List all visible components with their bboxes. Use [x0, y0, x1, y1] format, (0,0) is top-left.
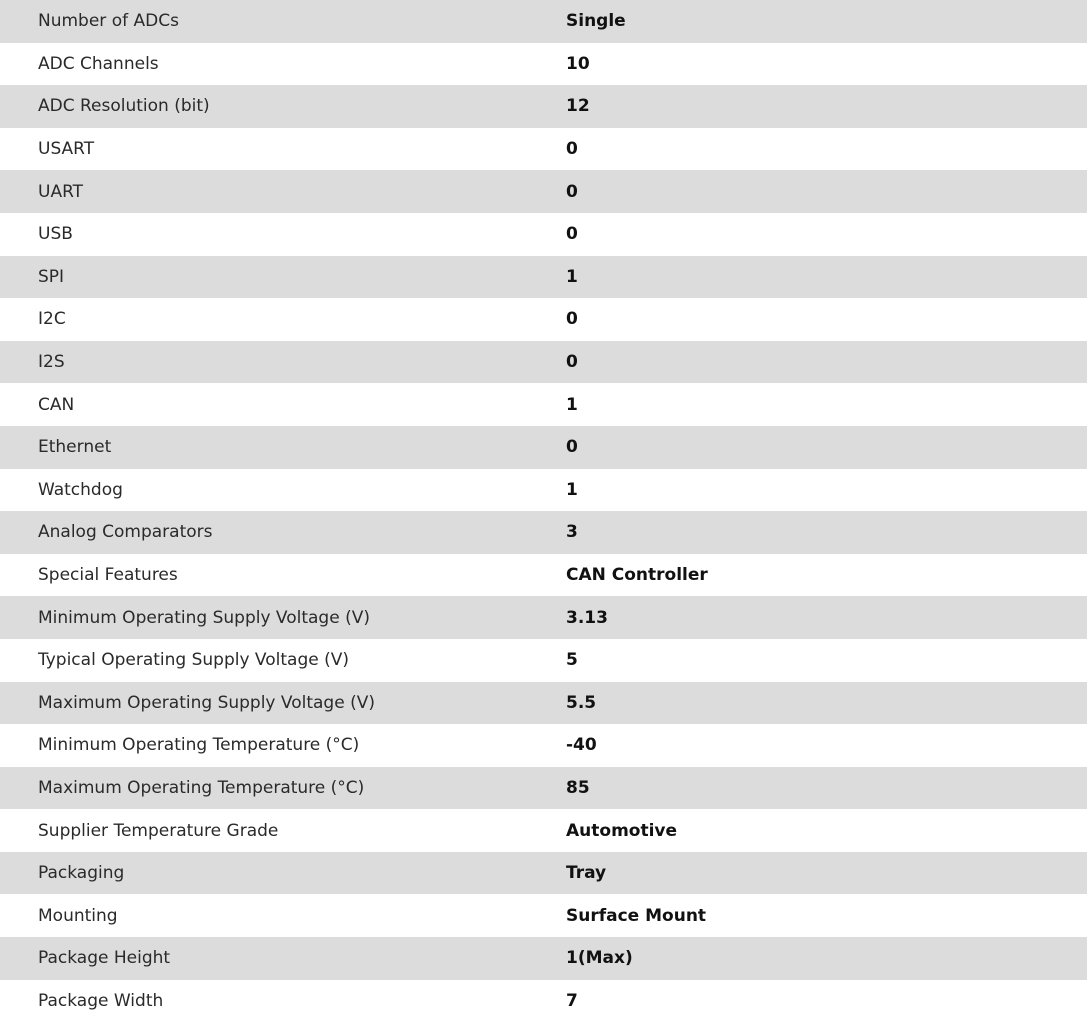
- spec-value: Surface Mount: [566, 905, 707, 926]
- spec-label: Maximum Operating Temperature (°C): [38, 777, 365, 798]
- spec-value: 0: [566, 352, 578, 373]
- spec-label: SPI: [38, 266, 65, 287]
- spec-row-adc-resolution: [0, 85, 1087, 128]
- spec-row-package-width: [0, 980, 1087, 1022]
- spec-label: Mounting: [38, 905, 118, 926]
- spec-row-max-temperature: [0, 767, 1087, 810]
- spec-row-min-temperature: [0, 724, 1087, 767]
- spec-row-watchdog: [0, 469, 1087, 512]
- spec-value: 0: [566, 224, 578, 245]
- spec-value: CAN Controller: [566, 565, 708, 586]
- spec-row-min-supply-voltage: [0, 596, 1087, 639]
- spec-value: 85: [566, 777, 590, 798]
- spec-value: 0: [566, 139, 578, 160]
- spec-value: 1: [566, 266, 578, 287]
- spec-value: 1: [566, 479, 578, 500]
- spec-label: Ethernet: [38, 437, 112, 458]
- spec-label: ADC Channels: [38, 53, 159, 74]
- spec-row-analog-comparators: [0, 511, 1087, 554]
- spec-row-package-height: [0, 937, 1087, 980]
- spec-label: Minimum Operating Temperature (°C): [38, 735, 360, 756]
- spec-row-spi: [0, 256, 1087, 299]
- spec-value: 0: [566, 437, 578, 458]
- spec-value: 0: [566, 181, 578, 202]
- spec-value: 7: [566, 990, 578, 1011]
- spec-value: 5.5: [566, 692, 597, 713]
- spec-label: Special Features: [38, 565, 178, 586]
- spec-row-i2c: [0, 298, 1087, 341]
- spec-value: 12: [566, 96, 590, 117]
- spec-label: UART: [38, 181, 84, 202]
- spec-label: I2S: [38, 352, 65, 373]
- spec-value: -40: [566, 735, 597, 756]
- spec-label: Number of ADCs: [38, 11, 179, 32]
- spec-row-number-of-adcs: [0, 0, 1087, 43]
- spec-row-usart: [0, 128, 1087, 171]
- spec-row-max-supply-voltage: [0, 682, 1087, 725]
- spec-value: 3: [566, 522, 578, 543]
- spec-value: Automotive: [566, 820, 678, 841]
- spec-label: Package Width: [38, 990, 164, 1011]
- spec-value: Single: [566, 11, 626, 32]
- spec-label: I2C: [38, 309, 66, 330]
- spec-row-i2s: [0, 341, 1087, 384]
- spec-row-uart: [0, 170, 1087, 213]
- spec-label: Package Height: [38, 948, 171, 969]
- spec-label: Minimum Operating Supply Voltage (V): [38, 607, 370, 628]
- spec-label: USB: [38, 224, 73, 245]
- spec-label: USART: [38, 139, 95, 160]
- spec-row-special-features: [0, 554, 1087, 597]
- spec-row-mounting: [0, 894, 1087, 937]
- spec-label: Maximum Operating Supply Voltage (V): [38, 692, 375, 713]
- spec-value: 5: [566, 650, 578, 671]
- spec-label: CAN: [38, 394, 75, 415]
- spec-label: Typical Operating Supply Voltage (V): [38, 650, 349, 671]
- spec-label: Packaging: [38, 863, 125, 884]
- spec-row-packaging: [0, 852, 1087, 895]
- spec-row-adc-channels: [0, 43, 1087, 86]
- spec-value: 1(Max): [566, 948, 633, 969]
- spec-row-usb: [0, 213, 1087, 256]
- spec-value: 3.13: [566, 607, 608, 628]
- spec-value: 10: [566, 53, 590, 74]
- spec-row-ethernet: [0, 426, 1087, 469]
- spec-label: Supplier Temperature Grade: [38, 820, 279, 841]
- spec-row-can: [0, 383, 1087, 426]
- spec-row-temperature-grade: [0, 809, 1087, 852]
- spec-value: Tray: [566, 863, 607, 884]
- spec-value: 1: [566, 394, 578, 415]
- spec-row-typ-supply-voltage: [0, 639, 1087, 682]
- spec-label: ADC Resolution (bit): [38, 96, 210, 117]
- spec-label: Analog Comparators: [38, 522, 213, 543]
- spec-label: Watchdog: [38, 479, 123, 500]
- spec-value: 0: [566, 309, 578, 330]
